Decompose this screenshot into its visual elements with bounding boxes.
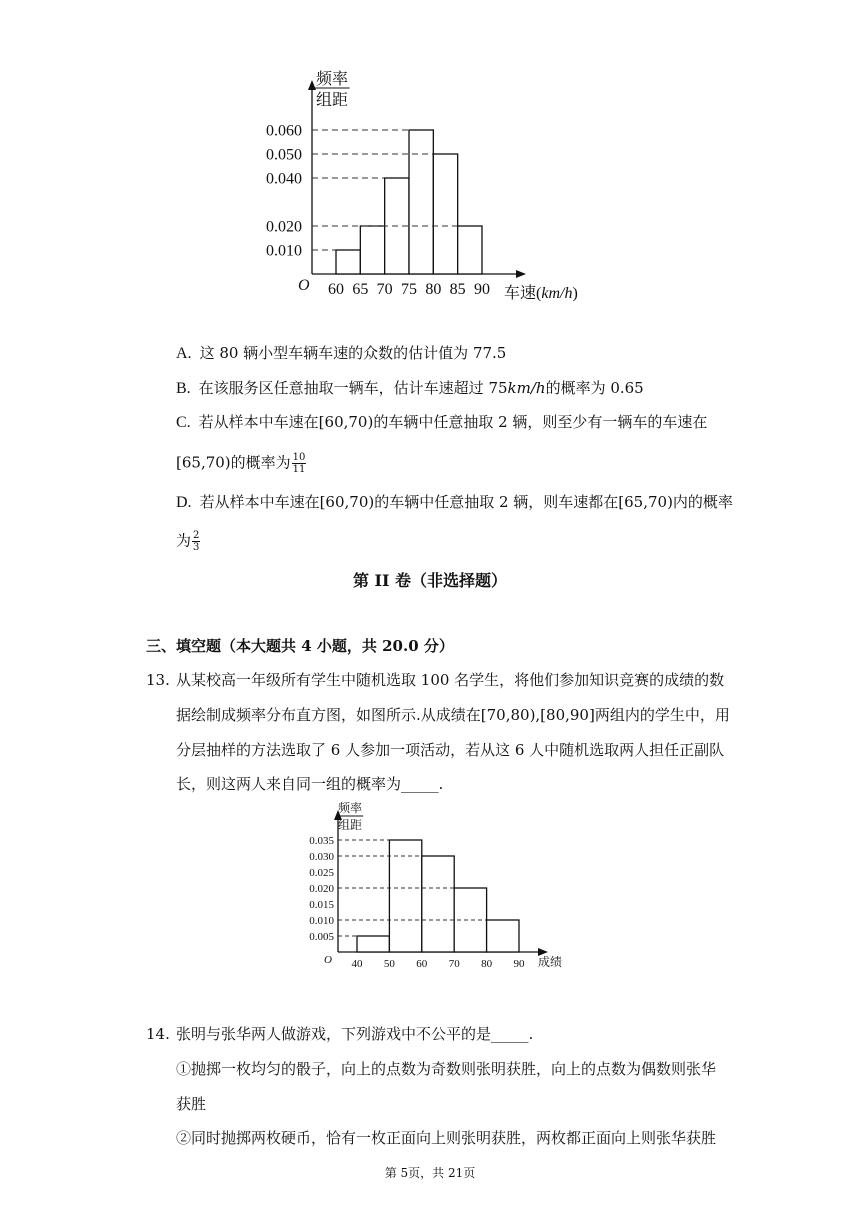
y-tick-label: 0.050: [266, 146, 302, 164]
q13-number: 13.: [146, 671, 170, 689]
option-b-letter: B.: [176, 380, 191, 397]
histogram-bar: [409, 130, 433, 274]
option-d-text1: 若从样本中车速在[60,70)的车辆中任意抽取 2 辆，则车速都在[65,70)内的概率: [199, 493, 733, 511]
y-label-denominator: 组距: [315, 92, 349, 109]
x-tick-label: 70: [448, 958, 460, 970]
option-d-text2: 为: [176, 531, 192, 550]
option-b: [176, 378, 644, 399]
option-d-line1: [176, 492, 733, 513]
part2-title: 第 II 卷（非选择题）: [352, 571, 508, 590]
option-c-fraction: [292, 452, 307, 475]
page-footer: 第 5页，共 21页: [384, 1166, 476, 1180]
x-tick-label: 80: [425, 281, 442, 298]
x-label-unit: km/h: [541, 285, 573, 302]
q14-line1: 张明与张华两人做游戏，下列游戏中不公平的是_____.: [176, 1025, 534, 1043]
option-d-letter: D.: [176, 494, 192, 511]
x-tick-label: 40: [351, 958, 363, 970]
q14-line3: 获胜: [176, 1095, 207, 1113]
y-tick-label: 0.015: [309, 898, 334, 911]
q13-line2: 据绘制成频率分布直方图，如图所示.从成绩在[70,80),[80,90]两组内的学生中，用: [176, 706, 730, 724]
q13-line4: 长，则这两人来自同一组的概率为_____.: [176, 775, 444, 793]
q13-line3: 分层抽样的方法选取了 6 人参加一项活动，若从这 6 人中随机选取两人担任正副队: [176, 741, 725, 759]
option-d-fraction: [192, 530, 200, 553]
option-a: [176, 343, 506, 364]
section3-title: 三、填空题（本大题共 4 小题，共 20.0 分）: [146, 637, 454, 655]
option-c-text2: [65,70)的概率为: [176, 453, 291, 472]
histogram-bar: [433, 154, 457, 274]
x-axis-arrow-icon: [516, 270, 526, 278]
option-d-line2: [176, 530, 200, 553]
y-tick-label: 0.020: [266, 218, 302, 236]
x-label-prefix: 车速(: [504, 285, 542, 302]
x-tick-label: 65: [352, 281, 369, 298]
option-c-frac-num: 10: [292, 452, 306, 463]
y-tick-label: 0.005: [309, 930, 334, 943]
y-label-numerator: 频率: [315, 71, 349, 88]
x-tick-label: 75: [401, 281, 417, 298]
histogram-bar: [487, 920, 519, 952]
y-label-denominator: 组距: [337, 818, 363, 832]
x-tick-label: 60: [328, 281, 344, 298]
y-tick-label: 0.035: [309, 834, 334, 847]
histogram-bar: [389, 840, 421, 952]
origin-label: O: [298, 277, 310, 294]
option-c-line1: [176, 412, 707, 433]
x-tick-label: 60: [416, 958, 428, 970]
y-tick-label: 0.060: [266, 122, 302, 140]
x-label-suffix: ): [572, 285, 578, 302]
y-tick-label: 0.010: [266, 242, 302, 260]
origin-label: O: [324, 954, 332, 966]
y-tick-label: 0.010: [309, 914, 334, 927]
x-tick-label: 85: [449, 281, 466, 298]
y-tick-label: 0.020: [309, 882, 334, 895]
option-b-text2: 的概率为 0.65: [545, 379, 644, 397]
y-tick-label: 0.025: [309, 866, 334, 879]
score-histogram: [290, 798, 580, 978]
histogram-bar: [422, 856, 454, 952]
x-tick-label: 90: [513, 958, 525, 970]
option-c-text1: 若从样本中车速在[60,70)的车辆中任意抽取 2 辆，则至少有一辆车的车速在: [198, 413, 708, 431]
y-tick-label: 0.030: [309, 850, 334, 863]
q13-line1: 从某校高一年级所有学生中随机选取 100 名学生，将他们参加知识竞赛的成绩的数: [176, 671, 725, 689]
y-label-numerator: 频率: [337, 801, 363, 815]
x-tick-label: 90: [474, 281, 490, 298]
option-c-line2: [176, 452, 306, 475]
histogram-bar: [458, 226, 482, 274]
speed-histogram: [240, 60, 620, 310]
option-c-frac-den: 11: [292, 464, 306, 475]
x-tick-label: 50: [383, 958, 395, 970]
q14-line4: ②同时抛掷两枚硬币，恰有一枚正面向上则张明获胜，两枚都正面向上则张华获胜: [176, 1129, 717, 1147]
option-d-frac-den: 3: [193, 542, 200, 553]
histogram-bar: [336, 250, 360, 274]
option-b-unit: km/h: [507, 379, 546, 397]
y-tick-label: 0.040: [266, 170, 302, 188]
option-d-frac-num: 2: [193, 530, 200, 541]
option-a-letter: A.: [176, 345, 192, 362]
x-axis-label: [504, 284, 578, 302]
option-b-text1: 在该服务区任意抽取一辆车，估计车速超过 75: [198, 379, 508, 397]
option-a-text: 这 80 辆小型车辆车速的众数的估计值为 77.5: [199, 344, 507, 362]
option-c-letter: C.: [176, 414, 191, 431]
x-tick-label: 70: [376, 281, 393, 298]
histogram-bar: [360, 226, 384, 274]
x-tick-label: 80: [481, 958, 493, 970]
q14-line2: ①抛掷一枚均匀的骰子，向上的点数为奇数则张明获胜，向上的点数为偶数则张华: [176, 1060, 717, 1078]
x-axis-label: 成绩: [538, 955, 563, 969]
q14-number: 14.: [146, 1025, 170, 1043]
histogram-bar: [357, 936, 389, 952]
